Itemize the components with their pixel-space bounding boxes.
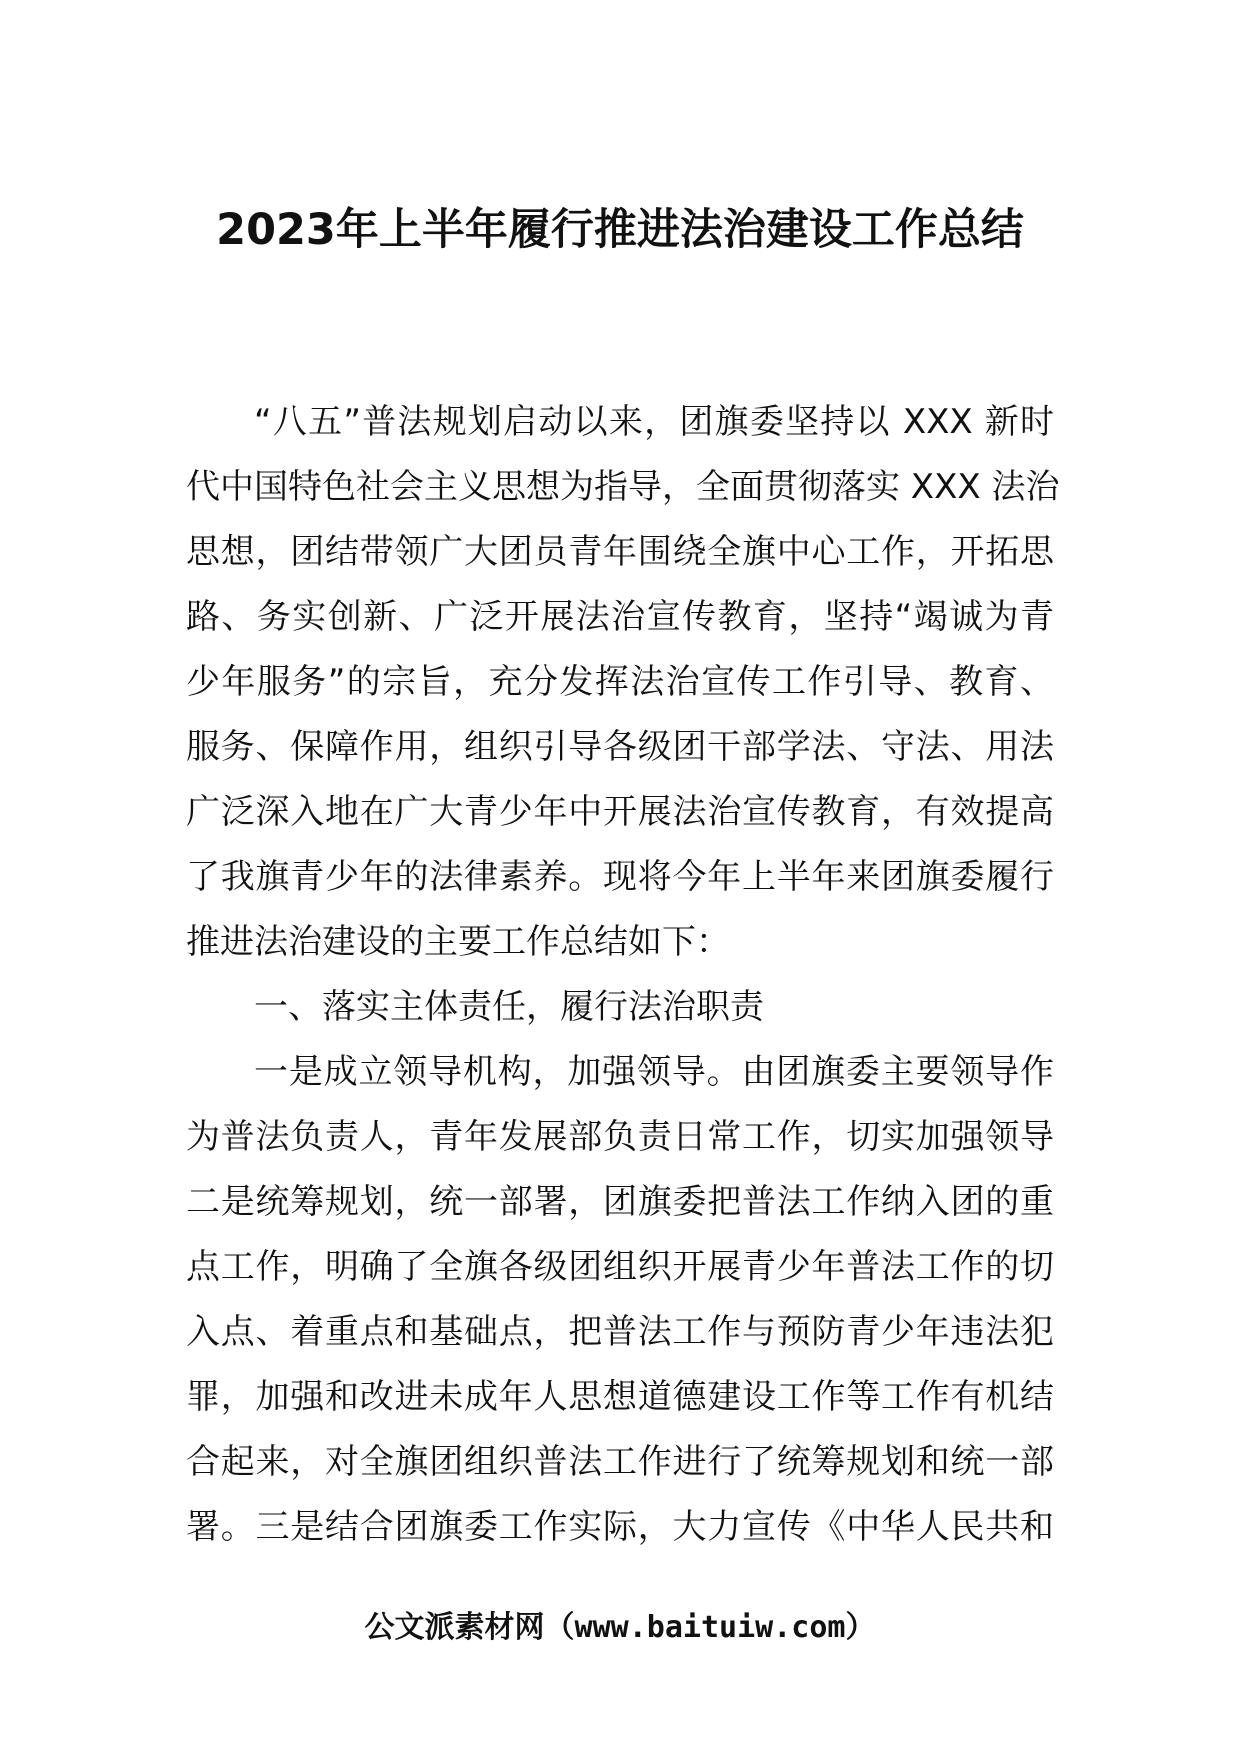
paragraph-line: 服务、保障作用，组织引导各级团干部学法、守法、用法 — [186, 727, 1054, 767]
paragraph-line: 罪，加强和改进未成年人思想道德建设工作等工作有机结 — [186, 1377, 1054, 1417]
footer-site-name: 公文派素材网 — [364, 1610, 545, 1645]
footer-paren-open: （ — [544, 1610, 575, 1645]
footer-url-link[interactable]: www.baituiw.com — [574, 1610, 846, 1645]
paragraph-line: 广泛深入地在广大青少年中开展法治宣传教育，有效提高 — [186, 792, 1054, 832]
footer-paren-close: ） — [845, 1610, 876, 1645]
document-body — [186, 390, 1060, 1560]
paragraph-line: 思想，团结带领广大团员青年围绕全旗中心工作，开拓思 — [186, 532, 1054, 572]
paragraph-line: 一是成立领导机构，加强领导。由团旗委主要领导作 — [254, 1052, 1054, 1092]
paragraph-line: 代中国特色社会主义思想为指导，全面贯彻落实 XXX 法治 — [186, 467, 1060, 507]
paragraph-line: 入点、着重点和基础点，把普法工作与预防青少年违法犯 — [186, 1312, 1054, 1352]
section-heading: 一、落实主体责任，履行法治职责 — [254, 987, 764, 1027]
paragraph-line: “八五”普法规划启动以来，团旗委坚持以 XXX 新时 — [254, 402, 1054, 442]
paragraph-line: 点工作，明确了全旗各级团组织开展青少年普法工作的切 — [186, 1247, 1054, 1287]
page-footer — [0, 1606, 1240, 1650]
paragraph-line: 二是统筹规划，统一部署，团旗委把普法工作纳入团的重 — [186, 1182, 1054, 1222]
paragraph-line: 署。三是结合团旗委工作实际，大力宣传《中华人民共和 — [186, 1507, 1054, 1547]
paragraph-line: 少年服务”的宗旨，充分发挥法治宣传工作引导、教育、 — [186, 662, 1054, 702]
paragraph-line: 路、务实创新、广泛开展法治宣传教育，坚持“竭诚为青 — [186, 597, 1054, 637]
paragraph-line: 了我旗青少年的法律素养。现将今年上半年来团旗委履行 — [186, 857, 1054, 897]
document-title: 2023年上半年履行推进法治建设工作总结 — [216, 205, 1024, 255]
paragraph-line: 推进法治建设的主要工作总结如下： — [186, 922, 730, 962]
paragraph-line: 为普法负责人，青年发展部负责日常工作，切实加强领导 — [186, 1117, 1054, 1157]
paragraph-line: 合起来，对全旗团组织普法工作进行了统筹规划和统一部 — [186, 1442, 1054, 1482]
